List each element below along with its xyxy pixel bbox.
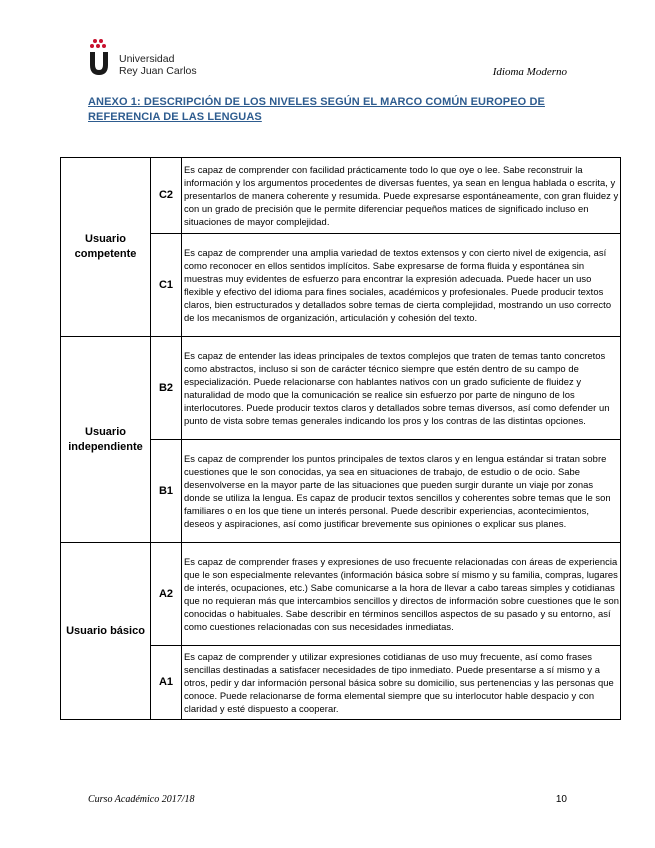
level-code: C1 [151, 234, 182, 337]
group-label: Usuario competente [61, 158, 151, 337]
academic-year: Curso Académico 2017/18 [88, 794, 195, 805]
table-row [61, 543, 621, 646]
level-code: B2 [151, 337, 182, 440]
university-name-line1: Universidad [119, 53, 175, 65]
cefr-levels-table [60, 157, 621, 720]
level-description: Es capaz de comprender frases y expresiones de uso frecuente relacionadas con áreas de experiencia que le son especialmente relevantes (información básica sobre sí mismo y su familia, compras, lugares de interés, ocupaciones, etc.) Sabe comunicarse a la hora de llevar a cabo tareas simples y cotidianas que no requieran más que intercambios sencillos y directos de información sobre cuestiones que le son conocidas o habituales. Sabe describir en términos sencillos aspectos de su pasado y su entorno, así como cuestiones relacionadas con sus necesidades inmediatas. [182, 543, 621, 646]
course-subject: Idioma Moderno [492, 66, 567, 78]
level-code: B1 [151, 440, 182, 543]
group-label: Usuario independiente [61, 337, 151, 543]
level-code: C2 [151, 158, 182, 234]
university-name-line2: Rey Juan Carlos [119, 65, 197, 77]
university-name [119, 53, 197, 77]
university-crest-icon [88, 38, 110, 76]
group-label: Usuario básico [61, 543, 151, 720]
page-number: 10 [555, 794, 567, 805]
level-description: Es capaz de comprender y utilizar expresiones cotidianas de uso muy frecuente, así como frases sencillas destinadas a satisfacer necesidades de tipo inmediato. Puede presentarse a sí mismo y a otros, pedir y dar información personal básica sobre su domicilio, sus pertenencias y las personas que conoce. Puede relacionarse de forma elemental siempre que su interlocutor hable despacio y con claridad y esté dispuesto a cooperar. [182, 646, 621, 720]
level-description: Es capaz de entender las ideas principales de textos complejos que traten de temas tanto concretos como abstractos, incluso si son de carácter técnico siempre que estén dentro de su campo de especialización. Puede relacionarse con hablantes nativos con un grado suficiente de fluidez y naturalidad de modo que la comunicación se realice sin esfuerzo por parte de ninguno de los interlocutores. Puede producir textos claros y detallados sobre temas diversos, así como defender un punto de vista sobre temas generales indicando los pros y los contras de las distintas opciones. [182, 337, 621, 440]
table-row [61, 337, 621, 440]
level-code: A2 [151, 543, 182, 646]
level-description: Es capaz de comprender con facilidad prácticamente todo lo que oye o lee. Sabe reconstruir la información y los argumentos procedentes de diversas fuentes, ya sean en lengua hablada o escrita, y presentarlos de manera coherente y resumida. Puede expresarse espontáneamente, con gran fluidez y con un grado de precisión que le permite diferenciar pequeños matices de significado incluso en situaciones de mayor complejidad. [182, 158, 621, 234]
table-row [61, 158, 621, 234]
level-code: A1 [151, 646, 182, 720]
level-description: Es capaz de comprender una amplia variedad de textos extensos y con cierto nivel de exigencia, así como reconocer en ellos sentidos implícitos. Sabe expresarse de forma fluida y espontánea sin muestras muy evidentes de esfuerzo para encontrar la expresión adecuada. Puede hacer un uso flexible y efectivo del idioma para fines sociales, académicos y profesionales. Puede producir textos claros, bien estructurados y detallados sobre temas de cierta complejidad, mostrando un uso correcto de los mecanismos de organización, articulación y cohesión del texto. [182, 234, 621, 337]
level-description: Es capaz de comprender los puntos principales de textos claros y en lengua estándar si tratan sobre cuestiones que le son conocidas, ya sea en situaciones de trabajo, de estudio o de ocio. Sabe desenvolverse en la mayor parte de las situaciones que pueden surgir durante un viaje por zonas donde se utiliza la lengua. Es capaz de producir textos sencillos y coherentes sobre temas que le son familiares o en los que tiene un interés personal. Puede describir experiencias, acontecimientos, deseos y aspiraciones, así como justificar brevemente sus opiniones o explicar sus planes. [182, 440, 621, 543]
annex-title: ANEXO 1: DESCRIPCIÓN DE LOS NIVELES SEGÚN EL MARCO COMÚN EUROPEO DE REFERENCIA DE LAS LENGUAS [88, 96, 545, 123]
university-logo [88, 38, 198, 78]
